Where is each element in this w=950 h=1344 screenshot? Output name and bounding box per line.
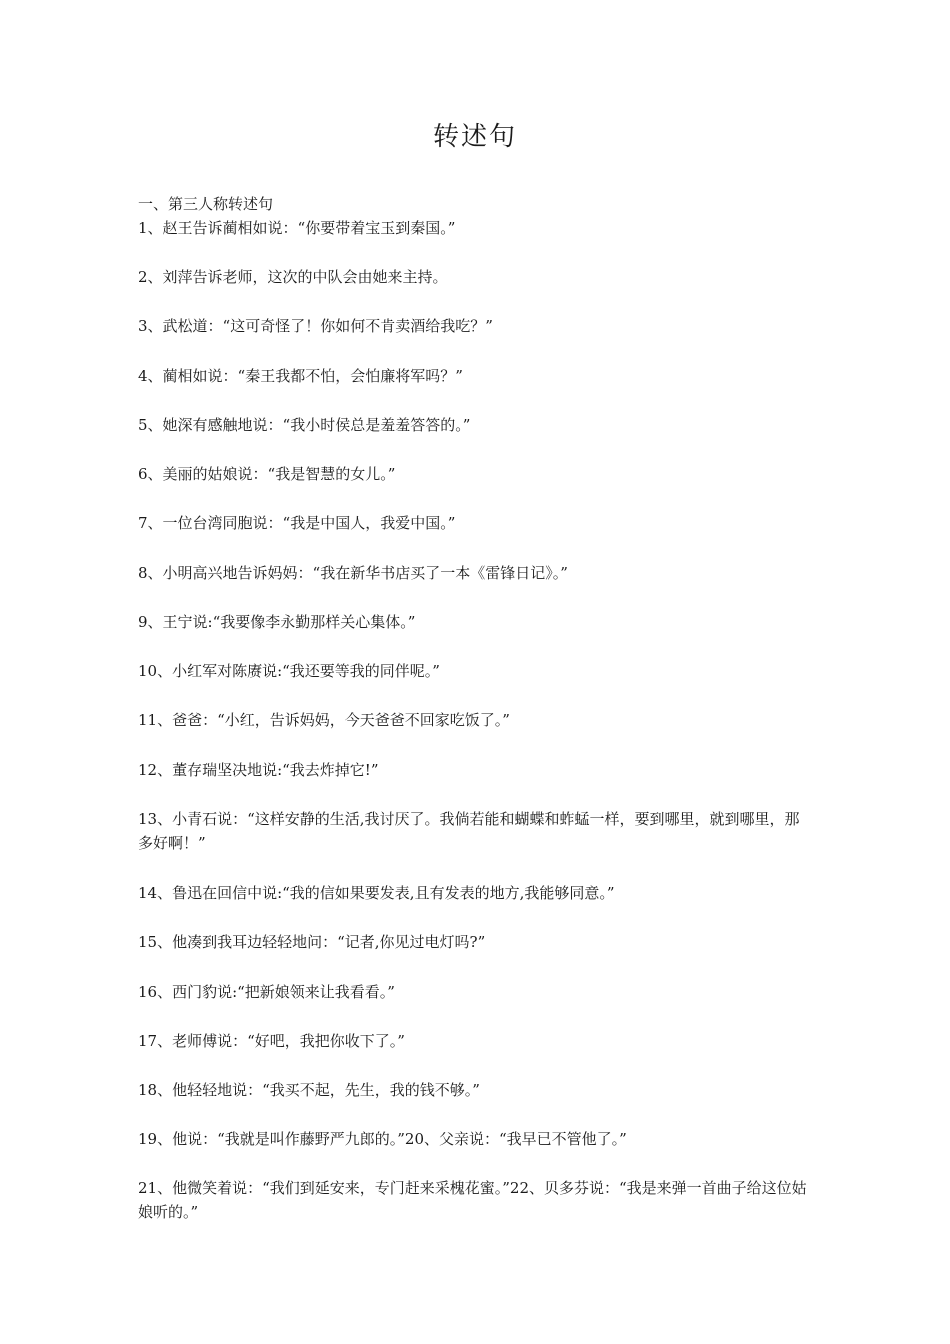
page-title: 转述句	[432, 122, 517, 152]
list-item: 19、他说：“我就是叫作藤野严九郎的。”20、父亲说：“我早已不管他了。”	[138, 1130, 627, 1148]
list-item: 16、西门豹说:“把新娘领来让我看看。”	[138, 983, 395, 1001]
list-item: 10、小红军对陈赓说:“我还要等我的同伴呢。”	[138, 662, 440, 680]
list-item: 13、小青石说：“这样安静的生活,我讨厌了。我倘若能和蝴蝶和蚱蜢一样，要到哪里，就到哪里，那多好啊！”	[138, 810, 800, 852]
list-item: 9、王宁说:“我要像李永勤那样关心集体。”	[138, 613, 416, 631]
list-item: 4、蔺相如说：“秦王我都不怕，会怕廉将军吗？”	[138, 367, 463, 385]
list-item: 15、他凑到我耳边轻轻地问：“记者,你见过电灯吗?”	[138, 933, 486, 951]
list-item: 17、老师傅说：“好吧，我把你收下了。”	[138, 1032, 405, 1050]
list-item: 1、赵王告诉蔺相如说：“你要带着宝玉到秦国。”	[138, 219, 456, 237]
list-item: 21、他微笑着说：“我们到延安来，专门赶来采槐花蜜。”22、贝多芬说：“我是来弹一首曲子给这位姑娘听的。”	[138, 1179, 807, 1221]
list-item: 7、一位台湾同胞说：“我是中国人，我爱中国。”	[138, 514, 456, 532]
list-item: 18、他轻轻地说：“我买不起，先生，我的钱不够。”	[138, 1081, 480, 1099]
list-item: 14、鲁迅在回信中说:“我的信如果要发表,且有发表的地方,我能够同意。”	[138, 884, 615, 902]
list-item: 12、董存瑞坚决地说:“我去炸掉它!”	[138, 761, 379, 779]
list-item: 2、刘萍告诉老师，这次的中队会由她来主持。	[138, 268, 448, 286]
list-item: 6、美丽的姑娘说：“我是智慧的女儿。”	[138, 465, 396, 483]
section-heading: 一、第三人称转述句	[138, 195, 274, 213]
list-item: 8、小明高兴地告诉妈妈：“我在新华书店买了一本《雷锋日记》。”	[138, 564, 568, 582]
list-item: 11、爸爸：“小红，告诉妈妈，今天爸爸不回家吃饭了。”	[138, 711, 510, 729]
list-item: 5、她深有感触地说：“我小时侯总是羞羞答答的。”	[138, 416, 471, 434]
list-item: 3、武松道：“这可奇怪了！你如何不肯卖酒给我吃？”	[138, 317, 493, 335]
